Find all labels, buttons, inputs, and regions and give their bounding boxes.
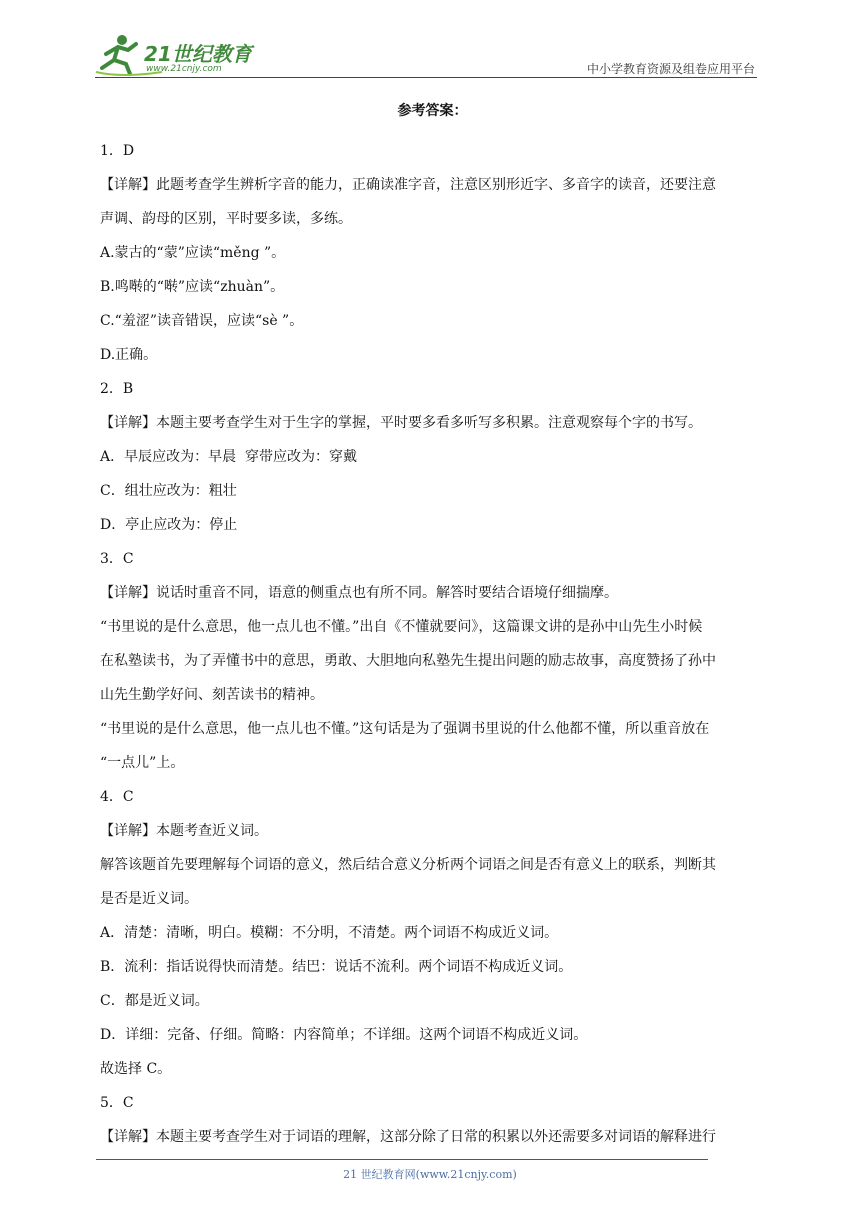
page-header <box>0 0 860 80</box>
explanation-line: 声调、韵母的区别，平时要多读，多练。 <box>100 211 352 227</box>
explanation-line: 在私塾读书，为了弄懂书中的意思，勇敢、大胆地向私塾先生提出问题的励志故事，高度赞扬了孙中 <box>100 653 716 669</box>
explanation-line: D．详细：完备、仔细。简略：内容简单；不详细。这两个词语不构成近义词。 <box>100 1027 588 1043</box>
explanation-line: C．组壮应改为：粗壮 <box>100 483 237 499</box>
explanation-line: C.“羞涩”读音错误，应读“sè ”。 <box>100 313 304 329</box>
answer-content <box>100 100 765 1154</box>
explanation-line: 是否是近义词。 <box>100 891 198 907</box>
answer-list <box>100 134 765 1154</box>
logo-text: 21世纪教育 <box>144 42 252 66</box>
answer-key: 2．B <box>100 381 134 397</box>
explanation-line: B．流利：指话说得快而清楚。结巴：说话不流利。两个词语不构成近义词。 <box>100 959 573 975</box>
platform-label: 中小学教育资源及组卷应用平台 <box>586 62 755 76</box>
header-divider <box>95 77 757 78</box>
answer-key: 1．D <box>100 143 135 159</box>
answer-key: 5．C <box>100 1095 134 1111</box>
footer-divider <box>96 1159 708 1160</box>
explanation-line: 山先生勤学好问、刻苦读书的精神。 <box>100 687 324 703</box>
explanation-line: A.蒙古的“蒙”应读“měng ”。 <box>100 245 286 261</box>
explanation-line: “一点儿”上。 <box>100 755 185 771</box>
explanation-line: 解答该题首先要理解每个词语的意义，然后结合意义分析两个词语之间是否有意义上的联系，判断其 <box>100 857 716 873</box>
answer-key: 3．C <box>100 551 134 567</box>
site-logo[interactable] <box>92 32 262 80</box>
answer-key: 4．C <box>100 789 134 805</box>
logo-url: www.21cnjy.com <box>146 64 222 74</box>
answer-item <box>100 780 765 1086</box>
page-title: 参考答案： <box>397 103 468 119</box>
explanation-line: A．清楚：清晰，明白。模糊：不分明，不清楚。两个词语不构成近义词。 <box>100 925 559 941</box>
explanation-line: A．早辰应改为：早晨 穿带应改为：穿戴 <box>100 449 358 465</box>
page-footer: 21 世纪教育网(www.21cnjy.com) <box>343 1168 517 1181</box>
answer-item <box>100 1086 765 1154</box>
explanation-line: C．都是近义词。 <box>100 993 209 1009</box>
explanation-line: D．亭止应改为：停止 <box>100 517 238 533</box>
explanation-line: 【详解】此题考查学生辨析字音的能力，正确读准字音，注意区别形近字、多音字的读音，还要注意 <box>100 177 716 193</box>
answer-item <box>100 542 765 780</box>
explanation-line: D.正确。 <box>100 347 158 363</box>
explanation-line: 【详解】本题主要考查学生对于生字的掌握，平时要多看多听写多积累。注意观察每个字的书写。 <box>100 415 702 431</box>
explanation-line: “书里说的是什么意思，他一点儿也不懂。”出自《不懂就要问》，这篇课文讲的是孙中山先生小时候 <box>100 619 703 635</box>
explanation-line: 【详解】本题考查近义词。 <box>100 823 268 839</box>
answer-item <box>100 372 765 542</box>
explanation-line: “书里说的是什么意思，他一点儿也不懂。”这句话是为了强调书里说的什么他都不懂，所以重音放在 <box>100 721 710 737</box>
explanation-line: 【详解】本题主要考查学生对于词语的理解，这部分除了日常的积累以外还需要多对词语的解释进行 <box>100 1129 716 1145</box>
explanation-line: B.鸣啭的“啭”应读“zhuàn”。 <box>100 279 285 295</box>
explanation-line: 故选择 C。 <box>100 1061 172 1077</box>
explanation-line: 【详解】说话时重音不同，语意的侧重点也有所不同。解答时要结合语境仔细揣摩。 <box>100 585 618 601</box>
answer-item <box>100 134 765 372</box>
